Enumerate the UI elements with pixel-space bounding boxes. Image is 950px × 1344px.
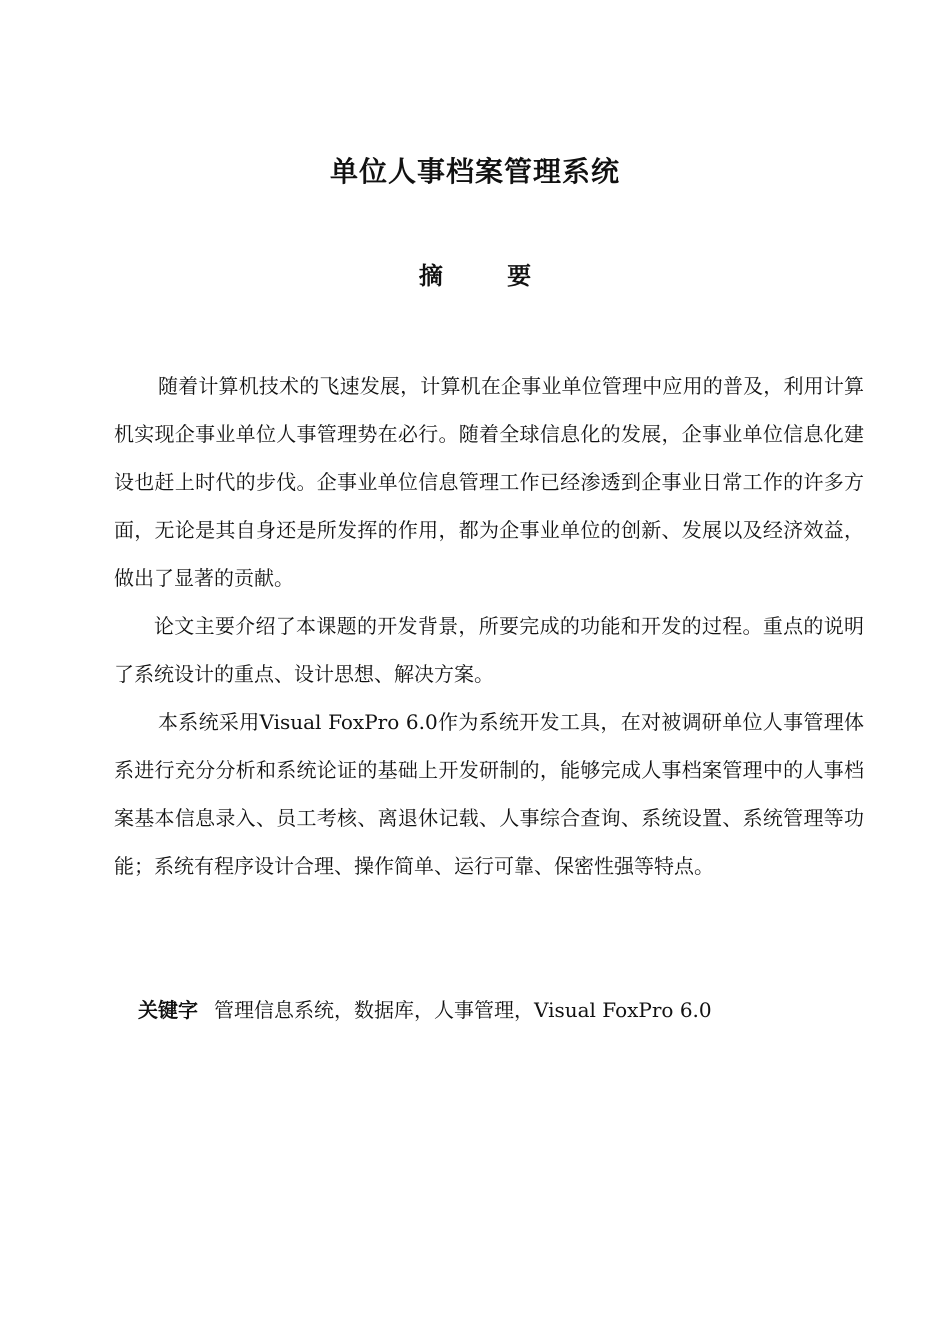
document-title: 单位人事档案管理系统: [329, 155, 620, 188]
keywords-label: 关键字: [138, 998, 198, 1022]
abstract-paragraph-2: 论文主要介绍了本课题的开发背景，所要完成的功能和开发的过程。重点的说明了系统设计的重点、设计思想、解决方案。: [114, 614, 864, 686]
abstract-heading: 摘 要: [418, 262, 560, 290]
keywords-text: 管理信息系统，数据库，人事管理，Visual FoxPro 6.0: [214, 998, 712, 1022]
keywords-line: [138, 986, 858, 1034]
abstract-paragraph-3: 本系统采用Visual FoxPro 6.0作为系统开发工具，在对被调研单位人事管理体系进行充分分析和系统论证的基础上开发研制的，能够完成人事档案管理中的人事档案基本信息录入、员工考核、离退休记载、人事综合查询、系统设置、系统管理等功能；系统有程序设计合理、操作简单、运行可靠、保密性强等特点。: [114, 710, 864, 878]
abstract-paragraph-1: 随着计算机技术的飞速发展，计算机在企事业单位管理中应用的普及，利用计算机实现企事业单位人事管理势在必行。随着全球信息化的发展，企事业单位信息化建设也赶上时代的步伐。企事业单位信息管理工作已经渗透到企事业日常工作的许多方面，无论是其自身还是所发挥的作用，都为企事业单位的创新、发展以及经济效益，做出了显著的贡献。: [114, 374, 864, 590]
abstract-body: [114, 362, 864, 890]
